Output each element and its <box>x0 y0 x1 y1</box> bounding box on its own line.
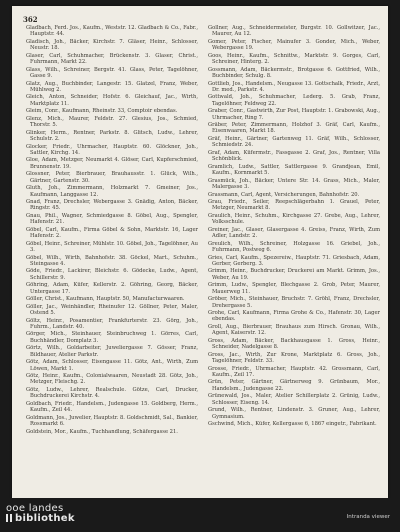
directory-entry: Gräf, Heinr., Gärtner, Gartenweg 11. Gräf, Wilh., Schlosser, Schmiedstr. 24. <box>208 136 380 149</box>
directory-entry: Grasmück, Joh., Bäcker, Untere Str. 14. Grass, Mich., Maler, Malergasse 3. <box>208 177 380 190</box>
directory-entry: Gleich, Anton, Schneider, Hofstr. 6. Gleichauf, Jac., Wirth, Marktplatz 11. <box>26 94 198 107</box>
directory-entry: Gluth, Joh., Zimmermann, Holzmarkt 7. Gmeiner, Jos., Kaufmann, Langgasse 12. <box>26 185 198 198</box>
directory-entry: Göde, Friedr., Lackirer, Bleichstr. 6. Gödecke, Ludw., Agent, Schillerstr. 9. <box>26 268 198 281</box>
directory-entry: Grau, Friedr., Seiler, Reepschlägerbahn 1. Grauel, Peter, Metzger, Neumarkt 8. <box>208 199 380 212</box>
right-column <box>208 25 380 429</box>
directory-entry: Glossner, Peter, Bierbrauer, Brauhausstr. 1. Glück, Wilh., Gärtner, Gartenstr. 30. <box>26 171 198 184</box>
logo-line-2 <box>6 514 75 524</box>
logo-line-2-text: bibliothek <box>15 513 75 524</box>
left-column <box>26 25 198 436</box>
directory-entry: Gottwald, Joh., Schuhmacher, Lederg. 5. Grab, Franz, Tagelöhner, Feldweg 22. <box>208 94 380 107</box>
directory-entry: Gräber, Peter, Zimmermann, Holzhof 3. Gräf, Carl, Kaufm., Eisenwaaren, Markt 18. <box>208 122 380 135</box>
directory-entry: Gloe, Adam, Metzger, Neumarkt 4. Glöser, Carl, Kupferschmied, Brunnenstr. 19. <box>26 157 198 170</box>
viewer-link[interactable]: Intranda viewer <box>346 514 390 520</box>
directory-entry: Graf, Adam, Küfermstr., Fassgasse 2. Graf, Jos., Rentner, Villa Schönblick. <box>208 149 380 163</box>
directory-entry: Goos, Heinr., Kaufm., Schnittw., Marktstr. 9. Gorges, Carl, Schreiner, Hinterg. 2. <box>208 52 380 66</box>
directory-entry: Grün, Peter, Gärtner, Gärtnerweg 9. Grünbaum, Mor., Handelsm., Judengasse 22. <box>208 379 380 392</box>
directory-entry: Glaser, Carl, Schuhmacher, Brückenstr. 3. Glaser, Christ., Fuhrmann, Markt 22. <box>26 52 198 66</box>
library-logo[interactable] <box>6 504 75 524</box>
directory-entry: Graber, Conr., Gastwirth, Zur Post, Hauptstr. 1. Grabowski, Aug., Uhrmacher, Ring 7. <box>208 108 380 121</box>
directory-entry: Grimm, Heinr., Buchdrucker, Druckerei am Markt. Grimm, Jos., Weber, Au 19. <box>208 268 380 281</box>
directory-entry: Göller, Jac., Weinhändler, Rheinufer 12. Göllner, Peter, Maler, Ostend 5. <box>26 303 198 317</box>
directory-entry: Glatz, Aug., Buchbinder, Langestr. 15. Glatzel, Franz, Weber, Mühlweg 2. <box>26 80 198 93</box>
directory-entry: Grund, Wilh., Rentner, Lindenstr. 3. Gruner, Aug., Lehrer, Gymnasium. <box>208 407 380 420</box>
directory-entry: Goldmann, Jos., Juwelier, Hauptstr. 8. Goldschmidt, Sal., Bankier, Rossmarkt 6. <box>26 414 198 428</box>
directory-entry: Gleim, Conr., Kaufmann, Rheinstr. 33, Comptoir ebendas. <box>26 108 178 115</box>
directory-entry: Gröber, Mich., Steinhauer, Bruchstr. 7. Gröhl, Franz, Drechsler, Drehergasse 5. <box>208 296 380 309</box>
directory-entry: Gross, Adam, Bäcker, Backhausgasse 1. Gross, Heinr., Schneider, Nadelgasse 8. <box>208 337 380 351</box>
directory-entry: Glenz, Mich., Maurer, Feldstr. 27. Glesius, Jos., Schmied, Thorstr. 5. <box>26 115 198 129</box>
directory-entry: Göltz, Heinr., Posamentier, Frankfurterstr. 23. Görg, Joh., Fuhrm., Landstr. 40. <box>26 317 198 330</box>
directory-entry: Göbel, Carl, Kaufm., Firma Göbel & Sohn, Marktstr. 16, Lager Hafenstr. 2. <box>26 226 198 240</box>
directory-entry: Grassmann, Carl, Agent, Versicherungen, Bahnhofstr. 20. <box>208 191 360 198</box>
directory-entry: Gnau, Phil., Wagner, Schmiedgasse 8. Göbel, Aug., Spengler, Hafenstr. 21. <box>26 212 198 226</box>
directory-entry: Grohe, Carl, Kaufmann, Firma Grohe & Co., Hafenstr. 30, Lager ebendas. <box>208 310 380 323</box>
directory-entry: Greiner, Jac., Glaser, Glasergasse 4. Greiss, Franz, Wirth, Zum Adler, Landstr. 2. <box>208 226 380 240</box>
directory-entry: Grimm, Ludw., Spengler, Blechgasse 2. Grob, Peter, Maurer, Mauerweg 11. <box>208 282 380 295</box>
directory-entry: Glass, Wilh., Schreiner, Bergstr. 41. Glass, Peter, Tagelöhner, Gasse 9. <box>26 66 198 79</box>
directory-entry: Grosse, Friedr., Uhrmacher, Hauptstr. 42. Grossmann, Carl, Kaufm., Zeil 17. <box>208 365 380 378</box>
document-page <box>12 6 388 498</box>
directory-entry: Glocker, Friedr., Uhrmacher, Hauptstr. 60. Glöckner, Joh., Sattler, Kirchg. 14. <box>26 143 198 156</box>
directory-entry: Gschwind, Mich., Küfer, Kellergasse 6, 1867 eingetr., Fabrikant. <box>208 421 377 428</box>
directory-entry: Gnad, Franz, Drechsler, Webergasse 3. Gnädig, Anton, Bäcker, Ringstr. 45. <box>26 199 198 212</box>
directory-entry: Glinker, Herm., Rentner, Parkstr. 8. Glitsch, Ludw., Lehrer, Schulstr. 2. <box>26 129 198 142</box>
directory-entry: Göbel, Wilh., Wirth, Bahnhofstr. 38. Göckel, Mart., Schuhm., Steingasse 4. <box>26 254 198 267</box>
logo-bars-icon <box>6 514 12 522</box>
directory-entry: Götz, Heinr., Kaufm., Colonialwaaren, Neustadt 28. Götz, Joh., Metzger, Fleischg. 2. <box>26 373 198 386</box>
directory-entry: Graulich, Heinr., Schuhm., Kirchgasse 27. Grebe, Aug., Lehrer, Volksschule. <box>208 212 380 226</box>
directory-entry: Gries, Carl, Kaufm., Spezereiw., Hauptstr. 71. Griesbach, Adam, Gerber, Gerberg. 3. <box>208 254 380 267</box>
directory-entry: Goldbach, Friedr., Handelsm., Judengasse 15. Goldberg, Herm., Kaufm., Zeil 44. <box>26 400 198 414</box>
directory-entry: Götz, Adam, Schlosser, Eisengasse 11. Götz, Ant., Wirth, Zum Löwen, Markt 1. <box>26 359 198 372</box>
directory-entry: Greulich, Wilh., Schreiner, Holzgasse 16. Griebel, Joh., Fuhrmann, Postweg 6. <box>208 240 380 253</box>
directory-entry: Göhring, Adam, Küfer, Kellerstr. 2. Göhring, Georg, Bäcker, Untergasse 17. <box>26 282 198 295</box>
directory-entry: Gladbach, Ferd. Jos., Kaufm., Weststr. 12. Gladbach & Co., Fabr., Hauptstr. 44. <box>26 25 198 38</box>
directory-entry: Gladisch, Joh., Bäcker, Kirchstr. 7. Gläser, Heinr., Schlosser, Neustr. 18. <box>26 38 198 52</box>
directory-entry: Gollner, Aug., Schneidermeister, Burgstr. 10. Gollwitzer, Jac., Maurer, Au 12. <box>208 25 380 38</box>
directory-entry: Götz, Ludw., Lehrer, Realschule. Götze, Carl, Drucker, Buchdruckerei Kirchstr. 4. <box>26 386 198 400</box>
directory-entry: Gramlich, Ludw., Sattler, Sattlergasse 9. Grandjean, Emil, Kaufm., Kornmarkt 5. <box>208 163 380 177</box>
directory-entry: Gross, Jac., Wirth, Zur Krone, Marktplatz 6. Gross, Joh., Tagelöhner, Feldstr. 33. <box>208 351 380 364</box>
directory-entry: Gossmann, Adam, Bäckermstr., Brotgasse 6. Gottfried, Wilh., Buchbinder, Schulg. 8. <box>208 66 380 79</box>
logo-line-1: ooe landes <box>6 503 64 514</box>
directory-entry: Göbel, Heinr., Schreiner, Mühlstr. 10. Göbel, Joh., Tagelöhner, Au 3. <box>26 240 198 253</box>
directory-entry: Goldstein, Mor., Kaufm., Tuchhandlung, Schäfergasse 21. <box>26 428 178 435</box>
directory-entry: Gottlieb, Jos., Handelsm., Neugasse 13. Gottschalk, Friedr., Arzt, Dr. med., Parkstr. 4. <box>208 80 380 93</box>
directory-entry: Görtz, Wilh., Goldarbeiter, Juweliergasse 7. Gösser, Franz, Bildhauer, Atelier Parkstr. <box>26 345 198 358</box>
page-number: 362 <box>23 15 38 24</box>
directory-entry: Göller, Christ., Kaufmann, Hauptstr. 50, Manufacturwaaren. <box>26 296 185 303</box>
directory-entry: Groll, Aug., Bierbrauer, Brauhaus zum Hirsch. Gronau, Wilh., Agent, Kaiserstr. 12. <box>208 323 380 337</box>
directory-entry: Görger, Mich., Steinhauer, Steinbruchweg 1. Görres, Carl, Buchhändler, Domplatz 3. <box>26 331 198 344</box>
directory-entry: Gomer, Peter, Fischer, Mainufer 3. Gonder, Mich., Weber, Webergasse 19. <box>208 38 380 52</box>
directory-entry: Grünewald, Jos., Maler, Atelier Schillerplatz 2. Grünig, Ludw., Schlosser, Eiseng. 14. <box>208 393 380 406</box>
